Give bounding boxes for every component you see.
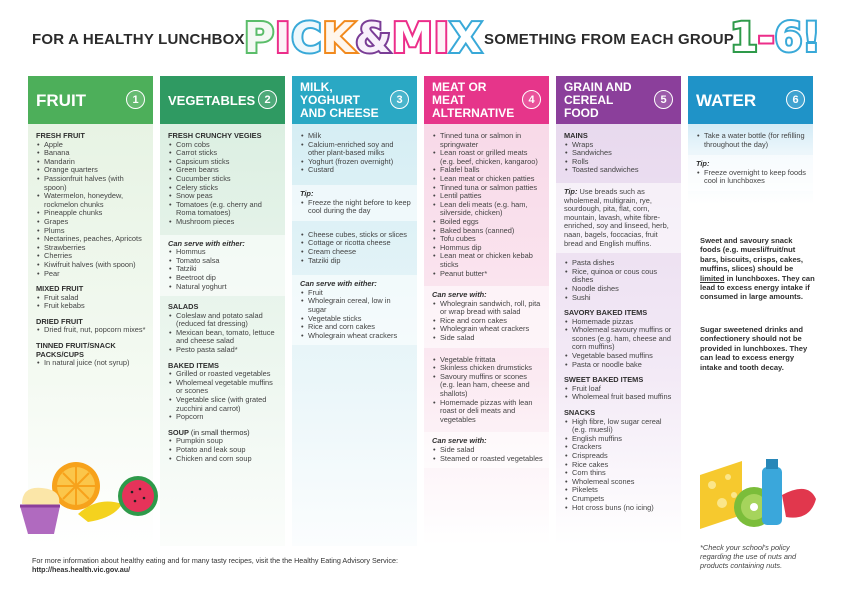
list-item: • Watermelon, honeydew, rockmelon chunks <box>36 192 147 209</box>
list-item: • Hot cross buns (no icing) <box>564 504 675 513</box>
list-item: • Wholemeal vegetable muffins or scones <box>168 379 279 396</box>
list-item: • Lean meat or chicken patties <box>432 175 543 184</box>
mixed-fruit-list <box>36 294 147 311</box>
list-item: • Lean roast or grilled meats (e.g. beef, chicken, kangaroo) <box>432 149 543 166</box>
serve-with-box <box>292 275 417 345</box>
list-item: • Passionfruit halves (with spoon) <box>36 175 147 192</box>
sweet-list <box>564 385 675 402</box>
list-item: • Homemade pizzas with lean roast or deli meats and vegetables <box>432 399 543 425</box>
list-item: • Lean meat or chicken kebab sticks <box>432 252 543 269</box>
list-item: • Wholemeal scones <box>564 478 675 487</box>
baked-items-list <box>168 370 279 422</box>
drinks-advice-text: Sugar sweetened drinks and confectionery should not be provided in lunchboxes. They can lead to excess energy intake and tooth decay. <box>700 325 808 372</box>
serve-with-box-2 <box>424 432 549 468</box>
advice-text-b: in lunchboxes. They can lead to excess energy intake if consumed in large amounts. <box>700 273 815 302</box>
list-item: • Crumpets <box>564 495 675 504</box>
list-item: • Take a water bottle (for refilling throughout the day) <box>696 132 807 149</box>
column-title: VEGETABLES <box>168 92 256 108</box>
list-item: • Freeze overnight to keep foods cool in lunchboxes <box>696 169 807 186</box>
group-number-badge: 5 <box>654 90 673 109</box>
list-item: • Lean deli meats (e.g. ham, silverside, chicken) <box>432 201 543 218</box>
tip-text: Use breads such as wholemeal, multigrain, rye, sourdough, pita, flat, corn, mountain, lavash, white fibre-enriched, soy and linseed, herb, naan, bagels, foccacias, fruit bread and English muffins. <box>564 186 669 248</box>
list-item: • Savoury muffins or scones (e.g. lean ham, cheese and shallots) <box>432 373 543 399</box>
list-item: • Crackers <box>564 443 675 452</box>
list-item: • Nectarines, peaches, Apricots <box>36 235 147 244</box>
list-item: • Baked beans (canned) <box>432 227 543 236</box>
list-item: • Capsicum sticks <box>168 158 279 167</box>
list-item: • Calcium-enriched soy and other plant-based milks <box>300 141 411 158</box>
list-item: • Banana <box>36 149 147 158</box>
other-grain-list <box>564 259 675 302</box>
list-item: • Mexican bean, tomato, lettuce and cheese salad <box>168 329 279 346</box>
section-heading: FRESH FRUIT <box>36 131 85 140</box>
list-item: • Strawberries <box>36 244 147 253</box>
list-item: • Tinned tuna or salmon in springwater <box>432 132 543 149</box>
list-item: • Crispreads <box>564 452 675 461</box>
list-item: • Wholemeal savoury muffins or scones (e.g. ham, cheese and corn muffins) <box>564 326 675 352</box>
column-dairy <box>292 76 417 546</box>
list-item: • Rice and corn cakes <box>432 317 543 326</box>
fruit-illustration <box>18 456 160 538</box>
column-title: MILK, YOGHURT AND CHEESE <box>300 79 379 120</box>
list-item: • Chicken and corn soup <box>168 455 279 464</box>
list-item: • Pikelets <box>564 486 675 495</box>
list-item: • Fruit salad <box>36 294 147 303</box>
footer-text: For more information about healthy eating and for many tasty recipes, visit the the Healthy Eating Advisory Service: <box>32 556 398 565</box>
water-list <box>696 132 807 149</box>
column-meat <box>424 76 549 546</box>
list-item: • Yoghurt (frozen overnight) <box>300 158 411 167</box>
lunchbox-food-illustration <box>698 455 822 533</box>
pick-and-mix-logo: PICK&MIX <box>244 14 483 62</box>
list-item: • Cream cheese <box>300 248 411 257</box>
advice-text-a: Sweet and savoury snack foods (e.g. muesli/fruit/nut bars, biscuits, crisps, cakes, muffins, slices) should be <box>700 236 803 274</box>
list-item: • Snow peas <box>168 192 279 201</box>
header-right-text: SOMETHING FROM EACH GROUP <box>484 31 735 48</box>
list-item: • Rice cakes <box>564 461 675 470</box>
list-item: • Beetroot dip <box>168 274 279 283</box>
section-heading: SOUP <box>168 427 189 437</box>
list-item: • Falafel balls <box>432 166 543 175</box>
column-title: GRAIN AND CEREAL FOOD <box>564 79 632 120</box>
list-item: • Corn cobs <box>168 141 279 150</box>
list-item: • Grapes <box>36 218 147 227</box>
tip-box <box>292 185 417 221</box>
list-item: • Boiled eggs <box>432 218 543 227</box>
serve-with-list <box>432 446 543 463</box>
list-item: • Steamed or roasted vegetables <box>432 455 543 464</box>
list-item: • Pineapple chunks <box>36 209 147 218</box>
list-item: • Green beans <box>168 166 279 175</box>
serve-with-list <box>168 248 279 291</box>
list-item: • Pasta dishes <box>564 259 675 268</box>
list-item: • Milk <box>300 132 411 141</box>
list-item: • Corn thins <box>564 469 675 478</box>
tip-list <box>300 199 411 216</box>
header-left-text: FOR A HEALTHY LUNCHBOX <box>32 31 245 48</box>
list-item: • Side salad <box>432 334 543 343</box>
list-item: • Cheese cubes, sticks or slices <box>300 231 411 240</box>
group-number-badge: 3 <box>390 90 409 109</box>
list-item: • Hommus <box>168 248 279 257</box>
section-heading: BAKED ITEMS <box>168 360 219 370</box>
fresh-vegies-list <box>168 141 279 227</box>
list-item: • Fruit <box>300 289 411 298</box>
list-item: • Pasta or noodle bake <box>564 361 675 370</box>
column-vegetables <box>160 76 285 546</box>
list-item: • Tatziki <box>168 265 279 274</box>
serve-with-list <box>432 300 543 343</box>
list-item: • Wholemeal fruit based muffins <box>564 393 675 402</box>
list-item: • Tatziki dip <box>300 257 411 266</box>
list-item: • Side salad <box>432 446 543 455</box>
list-item: • Mandarin <box>36 158 147 167</box>
list-item: • Toasted sandwiches <box>564 166 675 175</box>
section-heading: SAVORY BAKED ITEMS <box>564 308 648 318</box>
mains-list <box>564 141 675 175</box>
list-item: • Celery sticks <box>168 184 279 193</box>
section-heading: DRIED FRUIT <box>36 316 83 326</box>
snack-advice-text <box>700 236 815 302</box>
list-item: • In natural juice (not syrup) <box>36 359 147 368</box>
section-heading: MIXED FRUIT <box>36 284 84 294</box>
serve-with-box <box>424 286 549 348</box>
list-item: • Wholegrain sandwich, roll, pita or wrap bread with salad <box>432 300 543 317</box>
list-item: • High fibre, low sugar cereal (e.g. muesli) <box>564 418 675 435</box>
list-item: • Tofu cubes <box>432 235 543 244</box>
list-item: • Pear <box>36 270 147 279</box>
list-item: • Peanut butter* <box>432 270 543 279</box>
list-item: • Natural yoghurt <box>168 283 279 292</box>
tinned-fruit-list <box>36 359 147 368</box>
list-item: • Sushi <box>564 294 675 303</box>
list-item: • Rolls <box>564 158 675 167</box>
meat-more-list <box>432 356 543 425</box>
snacks-list <box>564 418 675 513</box>
section-heading: SALADS <box>168 302 199 312</box>
list-item: • Mushroom pieces <box>168 218 279 227</box>
list-item: • Cucumber sticks <box>168 175 279 184</box>
list-item: • Popcorn <box>168 413 279 422</box>
list-item: • Homemade pizzas <box>564 318 675 327</box>
serve-with-heading: Can serve with: <box>432 436 487 446</box>
list-item: • Fruit loaf <box>564 385 675 394</box>
tip-heading: Tip: <box>300 188 314 198</box>
salads-list <box>168 312 279 355</box>
list-item: • Carrot sticks <box>168 149 279 158</box>
group-number-badge: 2 <box>258 90 277 109</box>
section-heading: SNACKS <box>564 408 596 418</box>
column-title: WATER <box>696 90 757 110</box>
list-item: • Apple <box>36 141 147 150</box>
list-item: • Fruit kebabs <box>36 302 147 311</box>
dairy-list <box>300 132 411 175</box>
list-item: • English muffins <box>564 435 675 444</box>
group-range-logo: 1-6! <box>730 15 821 61</box>
section-heading: MAINS <box>564 131 588 140</box>
column-grain <box>556 76 681 546</box>
list-item: • Freeze the night before to keep cool during the day <box>300 199 411 216</box>
list-item: • Plums <box>36 227 147 236</box>
list-item: • Orange quarters <box>36 166 147 175</box>
nut-policy-note: *Check your school's policy regarding the use of nuts and products containing nuts. <box>700 543 797 570</box>
section-heading: TINNED FRUIT/SNACK PACKS/CUPS <box>36 341 116 359</box>
serve-with-heading: Can serve with either: <box>300 279 377 289</box>
section-subheading: (in small thermos) <box>190 427 250 437</box>
tip-box <box>688 155 813 191</box>
list-item: • Coleslaw and potato salad (reduced fat dressing) <box>168 312 279 329</box>
list-item: • Hommus dip <box>432 244 543 253</box>
footer-link[interactable]: http://heas.health.vic.gov.au/ <box>32 565 131 574</box>
list-item: • Pesto pasta salad* <box>168 346 279 355</box>
serve-with-list <box>300 289 411 341</box>
list-item: • Noodle dishes <box>564 285 675 294</box>
list-item: • Rice, quinoa or cous cous dishes <box>564 268 675 285</box>
group-number-badge: 1 <box>126 90 145 109</box>
list-item: • Wholegrain wheat crackers <box>300 332 411 341</box>
meat-list <box>432 132 543 278</box>
fresh-fruit-list <box>36 141 147 279</box>
list-item: • Sandwiches <box>564 149 675 158</box>
serve-with-box <box>160 235 285 297</box>
list-item: • Dried fruit, nut, popcorn mixes* <box>36 326 147 335</box>
list-item: • Wraps <box>564 141 675 150</box>
tip-heading: Tip: <box>696 159 710 169</box>
group-number-badge: 4 <box>522 90 541 109</box>
list-item: • Cottage or ricotta cheese <box>300 239 411 248</box>
serve-with-heading: Can serve with either: <box>168 238 245 248</box>
footer <box>32 556 398 574</box>
column-title: FRUIT <box>36 90 87 110</box>
list-item: • Custard <box>300 166 411 175</box>
group-number-badge: 6 <box>786 90 805 109</box>
list-item: • Vegetable frittata <box>432 356 543 365</box>
list-item: • Pumpkin soup <box>168 437 279 446</box>
column-title: MEAT OR MEAT ALTERNATIVE <box>432 79 515 120</box>
savoury-list <box>564 318 675 370</box>
dried-fruit-list <box>36 326 147 335</box>
cheese-list <box>300 231 411 265</box>
column-water <box>688 76 813 204</box>
list-item: • Rice and corn cakes <box>300 323 411 332</box>
tip-heading: Tip: <box>564 186 578 196</box>
advice-text-limited: limited <box>700 273 725 283</box>
list-item: • Kiwifruit halves (with spoon) <box>36 261 147 270</box>
list-item: • Tomato salsa <box>168 257 279 266</box>
list-item: • Vegetable sticks <box>300 315 411 324</box>
section-heading: FRESH CRUNCHY VEGIES <box>168 131 262 140</box>
soup-list <box>168 437 279 463</box>
list-item: • Tomatoes (e.g. cherry and Roma tomatoes) <box>168 201 279 218</box>
section-heading: SWEET BAKED ITEMS <box>564 375 644 385</box>
list-item: • Wholegrain wheat crackers <box>432 325 543 334</box>
tip-list <box>696 169 807 186</box>
serve-with-heading: Can serve with: <box>432 290 487 300</box>
list-item: • Tinned tuna or salmon patties <box>432 184 543 193</box>
list-item: • Vegetable based muffins <box>564 352 675 361</box>
list-item: • Cherries <box>36 252 147 261</box>
list-item: • Grilled or roasted vegetables <box>168 370 279 379</box>
list-item: • Wholegrain cereal, low in sugar <box>300 297 411 314</box>
list-item: • Potato and leak soup <box>168 446 279 455</box>
list-item: • Skinless chicken drumsticks <box>432 364 543 373</box>
list-item: • Lentil patties <box>432 192 543 201</box>
tip-box <box>556 183 681 253</box>
list-item: • Vegetable slice (with grated zucchini and carrot) <box>168 396 279 413</box>
